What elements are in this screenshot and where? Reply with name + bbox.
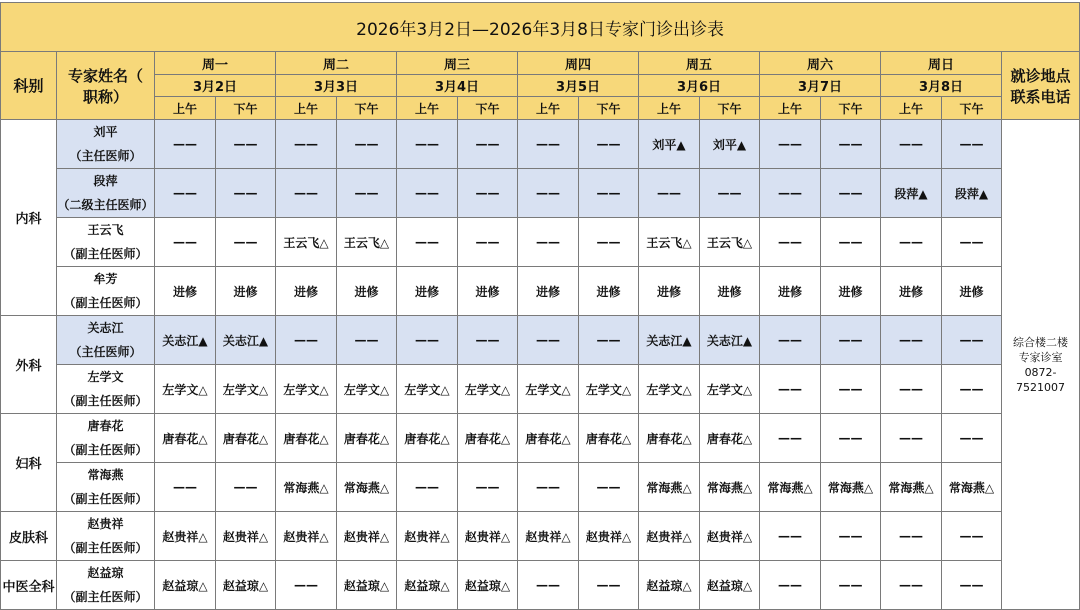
schedule-slot: 唐春花△	[458, 414, 518, 463]
doctor-cell	[57, 365, 155, 414]
schedule-slot: 赵益琼△	[337, 561, 397, 610]
doctor-name: 牟芳	[93, 272, 118, 286]
schedule-slot: ——	[337, 316, 397, 365]
doctor-cell	[57, 316, 155, 365]
location-line2: 专家诊室	[1018, 350, 1063, 364]
schedule-slot: ——	[760, 169, 821, 218]
schedule-slot: 唐春花△	[639, 414, 700, 463]
schedule-slot: ——	[276, 120, 337, 169]
schedule-slot: 关志江▲	[155, 316, 216, 365]
schedule-slot: 进修	[216, 267, 276, 316]
schedule-slot: 刘平▲	[639, 120, 700, 169]
pm-header: 下午	[216, 97, 276, 120]
schedule-slot: 关志江▲	[639, 316, 700, 365]
doctor-row	[1, 463, 1080, 512]
schedule-slot: 王云飞△	[337, 218, 397, 267]
doctor-name: 关志江	[87, 321, 124, 335]
schedule-slot: ——	[155, 169, 216, 218]
schedule-slot: ——	[821, 561, 881, 610]
doctor-name: 唐春花	[87, 419, 124, 433]
doctor-row	[1, 267, 1080, 316]
doctor-name: 赵贵祥	[87, 517, 124, 531]
schedule-slot: 赵益琼△	[458, 561, 518, 610]
doctor-cell	[57, 463, 155, 512]
schedule-slot: ——	[518, 120, 579, 169]
weekday-header: 周日	[881, 52, 1002, 75]
schedule-slot: ——	[518, 218, 579, 267]
doctor-row	[1, 365, 1080, 414]
doctor-title: （副主任医师）	[63, 492, 148, 506]
am-header: 上午	[881, 97, 942, 120]
weekday-header: 周一	[155, 52, 276, 75]
schedule-slot: 进修	[881, 267, 942, 316]
department-name: 中医全科	[1, 561, 57, 610]
schedule-slot: ——	[942, 218, 1002, 267]
schedule-slot: 赵益琼△	[397, 561, 458, 610]
schedule-slot: ——	[579, 169, 639, 218]
schedule-slot: ——	[518, 463, 579, 512]
schedule-slot: ——	[821, 512, 881, 561]
schedule-slot: 常海燕△	[942, 463, 1002, 512]
clinic-location-cell	[1002, 120, 1080, 610]
schedule-slot: ——	[155, 463, 216, 512]
schedule-slot: 进修	[397, 267, 458, 316]
department-name: 外科	[1, 316, 57, 414]
schedule-slot: ——	[881, 120, 942, 169]
schedule-slot: 赵贵祥△	[639, 512, 700, 561]
schedule-slot: ——	[518, 169, 579, 218]
date-header: 3月5日	[518, 75, 639, 97]
schedule-slot: 唐春花△	[700, 414, 760, 463]
schedule-slot: 进修	[639, 267, 700, 316]
schedule-slot: ——	[276, 561, 337, 610]
schedule-slot: 进修	[337, 267, 397, 316]
schedule-slot: ——	[942, 561, 1002, 610]
date-header: 3月6日	[639, 75, 760, 97]
schedule-slot: 进修	[942, 267, 1002, 316]
date-header: 3月2日	[155, 75, 276, 97]
schedule-slot: 左学文△	[276, 365, 337, 414]
doctor-row	[1, 512, 1080, 561]
am-header: 上午	[760, 97, 821, 120]
date-header: 3月7日	[760, 75, 881, 97]
schedule-slot: 段萍▲	[942, 169, 1002, 218]
doctor-cell	[57, 512, 155, 561]
schedule-slot: 赵益琼△	[700, 561, 760, 610]
schedule-slot: 赵贵祥△	[458, 512, 518, 561]
schedule-slot: ——	[579, 561, 639, 610]
schedule-slot: ——	[579, 316, 639, 365]
weekday-header: 周四	[518, 52, 639, 75]
doctor-row	[1, 169, 1080, 218]
doctor-cell	[57, 169, 155, 218]
am-header: 上午	[276, 97, 337, 120]
department-name: 内科	[1, 120, 57, 316]
schedule-slot: 左学文△	[458, 365, 518, 414]
pm-header: 下午	[700, 97, 760, 120]
doctor-title: （副主任医师）	[63, 247, 148, 261]
weekday-header: 周二	[276, 52, 397, 75]
schedule-slot: ——	[397, 218, 458, 267]
schedule-slot: ——	[760, 316, 821, 365]
am-header: 上午	[639, 97, 700, 120]
schedule-slot: 常海燕△	[760, 463, 821, 512]
location-line1: 综合楼二楼	[1013, 335, 1069, 349]
schedule-slot: ——	[760, 218, 821, 267]
schedule-slot: 左学文△	[155, 365, 216, 414]
weekday-header: 周五	[639, 52, 760, 75]
doctor-row	[1, 561, 1080, 610]
schedule-slot: ——	[579, 218, 639, 267]
schedule-slot: 左学文△	[397, 365, 458, 414]
schedule-slot: ——	[942, 316, 1002, 365]
am-header: 上午	[518, 97, 579, 120]
schedule-slot: ——	[518, 316, 579, 365]
doctor-title: （主任医师）	[69, 149, 142, 163]
schedule-slot: 王云飞△	[639, 218, 700, 267]
schedule-slot: 赵贵祥△	[700, 512, 760, 561]
schedule-slot: ——	[397, 463, 458, 512]
schedule-slot: 常海燕△	[700, 463, 760, 512]
doctor-title: （副主任医师）	[63, 296, 148, 310]
doctor-cell	[57, 267, 155, 316]
schedule-slot: 唐春花△	[518, 414, 579, 463]
doctor-name-header-line1: 专家姓名（	[67, 66, 143, 85]
schedule-slot: ——	[458, 218, 518, 267]
schedule-slot: 进修	[579, 267, 639, 316]
schedule-slot: 进修	[700, 267, 760, 316]
schedule-slot: ——	[942, 512, 1002, 561]
schedule-slot: ——	[155, 120, 216, 169]
pm-header: 下午	[337, 97, 397, 120]
schedule-slot: 常海燕△	[337, 463, 397, 512]
doctor-name: 王云飞	[87, 223, 124, 237]
schedule-slot: ——	[458, 316, 518, 365]
schedule-slot: 左学文△	[216, 365, 276, 414]
schedule-slot: ——	[276, 169, 337, 218]
schedule-slot: 赵贵祥△	[155, 512, 216, 561]
doctor-name: 左学文	[87, 370, 124, 384]
phone-line1: 0872-	[1024, 365, 1057, 379]
schedule-slot: 进修	[760, 267, 821, 316]
schedule-slot: ——	[579, 463, 639, 512]
schedule-slot: ——	[760, 365, 821, 414]
date-header: 3月3日	[276, 75, 397, 97]
schedule-slot: ——	[821, 414, 881, 463]
schedule-slot: ——	[216, 218, 276, 267]
schedule-slot: 刘平▲	[700, 120, 760, 169]
doctor-name: 赵益琼	[87, 566, 124, 580]
schedule-slot: 王云飞△	[276, 218, 337, 267]
schedule-slot: ——	[760, 561, 821, 610]
schedule-slot: 赵贵祥△	[518, 512, 579, 561]
am-header: 上午	[397, 97, 458, 120]
schedule-slot: 左学文△	[579, 365, 639, 414]
schedule-slot: ——	[760, 512, 821, 561]
schedule-slot: 关志江▲	[700, 316, 760, 365]
doctor-title: （副主任医师）	[63, 541, 148, 555]
doctor-title: （副主任医师）	[63, 443, 148, 457]
doctor-row	[1, 120, 1080, 169]
doctor-title: （二级主任医师）	[57, 198, 154, 212]
schedule-slot: ——	[216, 120, 276, 169]
schedule-slot: 左学文△	[639, 365, 700, 414]
schedule-slot: 赵益琼△	[216, 561, 276, 610]
doctor-name: 刘平	[93, 125, 118, 139]
schedule-slot: 常海燕△	[821, 463, 881, 512]
doctor-name: 段萍	[93, 174, 118, 188]
schedule-slot: ——	[881, 512, 942, 561]
schedule-slot: 关志江▲	[216, 316, 276, 365]
doctor-row	[1, 218, 1080, 267]
doctor-title: （副主任医师）	[63, 590, 148, 604]
schedule-slot: ——	[821, 169, 881, 218]
location-header-line2: 联系电话	[1010, 87, 1071, 106]
pm-header: 下午	[458, 97, 518, 120]
schedule-slot: ——	[155, 218, 216, 267]
weekday-header: 周六	[760, 52, 881, 75]
schedule-slot: ——	[760, 120, 821, 169]
pm-header: 下午	[821, 97, 881, 120]
schedule-slot: ——	[518, 561, 579, 610]
schedule-slot: 赵贵祥△	[216, 512, 276, 561]
doctor-name: 常海燕	[87, 468, 124, 482]
doctor-cell	[57, 414, 155, 463]
schedule-slot: 赵益琼△	[639, 561, 700, 610]
doctor-cell	[57, 218, 155, 267]
date-header: 3月4日	[397, 75, 518, 97]
schedule-slot: ——	[700, 169, 760, 218]
schedule-slot: ——	[337, 120, 397, 169]
schedule-slot: 赵贵祥△	[337, 512, 397, 561]
schedule-slot: ——	[458, 463, 518, 512]
schedule-slot: 常海燕△	[276, 463, 337, 512]
schedule-slot: ——	[639, 169, 700, 218]
department-name: 皮肤科	[1, 512, 57, 561]
schedule-slot: ——	[579, 120, 639, 169]
schedule-slot: 进修	[821, 267, 881, 316]
doctor-row	[1, 316, 1080, 365]
schedule-slot: ——	[881, 414, 942, 463]
phone-line2: 7521007	[1016, 380, 1066, 394]
pm-header: 下午	[579, 97, 639, 120]
schedule-slot: ——	[821, 120, 881, 169]
schedule-slot: ——	[821, 218, 881, 267]
schedule-slot: 赵贵祥△	[579, 512, 639, 561]
schedule-slot: 唐春花△	[397, 414, 458, 463]
doctor-title: （主任医师）	[69, 345, 142, 359]
schedule-slot: ——	[397, 120, 458, 169]
schedule-slot: 段萍▲	[881, 169, 942, 218]
schedule-table	[0, 2, 1080, 610]
schedule-slot: ——	[881, 316, 942, 365]
location-header	[1002, 52, 1080, 120]
schedule-slot: ——	[821, 365, 881, 414]
schedule-slot: 王云飞△	[700, 218, 760, 267]
schedule-slot: ——	[337, 169, 397, 218]
doctor-cell	[57, 120, 155, 169]
schedule-slot: 唐春花△	[276, 414, 337, 463]
schedule-slot: ——	[216, 169, 276, 218]
schedule-slot: 进修	[155, 267, 216, 316]
schedule-slot: ——	[397, 316, 458, 365]
schedule-slot: ——	[821, 316, 881, 365]
doctor-name-header-line2: 职称）	[82, 87, 128, 106]
schedule-slot: ——	[881, 561, 942, 610]
date-header: 3月8日	[881, 75, 1002, 97]
schedule-title: 2026年3月2日—2026年3月8日专家门诊出诊表	[1, 3, 1080, 52]
schedule-slot: ——	[458, 169, 518, 218]
schedule-slot: 左学文△	[518, 365, 579, 414]
department-name: 妇科	[1, 414, 57, 512]
schedule-slot: 唐春花△	[579, 414, 639, 463]
schedule-slot: ——	[216, 463, 276, 512]
location-header-line1: 就诊地点	[1010, 66, 1071, 85]
schedule-slot: ——	[397, 169, 458, 218]
schedule-slot: ——	[458, 120, 518, 169]
schedule-slot: 进修	[458, 267, 518, 316]
doctor-name-header	[57, 52, 155, 120]
schedule-slot: ——	[760, 414, 821, 463]
schedule-slot: 左学文△	[337, 365, 397, 414]
schedule-slot: 赵益琼△	[155, 561, 216, 610]
schedule-slot: ——	[942, 414, 1002, 463]
dept-header: 科别	[1, 52, 57, 120]
schedule-slot: ——	[881, 365, 942, 414]
doctor-title: （副主任医师）	[63, 394, 148, 408]
schedule-slot: 唐春花△	[155, 414, 216, 463]
schedule-slot: ——	[276, 316, 337, 365]
weekday-header: 周三	[397, 52, 518, 75]
schedule-slot: ——	[942, 120, 1002, 169]
schedule-slot: ——	[942, 365, 1002, 414]
doctor-row	[1, 414, 1080, 463]
schedule-slot: 进修	[518, 267, 579, 316]
schedule-slot: 左学文△	[700, 365, 760, 414]
schedule-slot: 赵贵祥△	[276, 512, 337, 561]
schedule-slot: 进修	[276, 267, 337, 316]
schedule-slot: 常海燕△	[639, 463, 700, 512]
am-header: 上午	[155, 97, 216, 120]
schedule-slot: 赵贵祥△	[397, 512, 458, 561]
pm-header: 下午	[942, 97, 1002, 120]
schedule-slot: 唐春花△	[216, 414, 276, 463]
doctor-cell	[57, 561, 155, 610]
schedule-slot: 唐春花△	[337, 414, 397, 463]
schedule-slot: ——	[881, 218, 942, 267]
schedule-slot: 常海燕△	[881, 463, 942, 512]
